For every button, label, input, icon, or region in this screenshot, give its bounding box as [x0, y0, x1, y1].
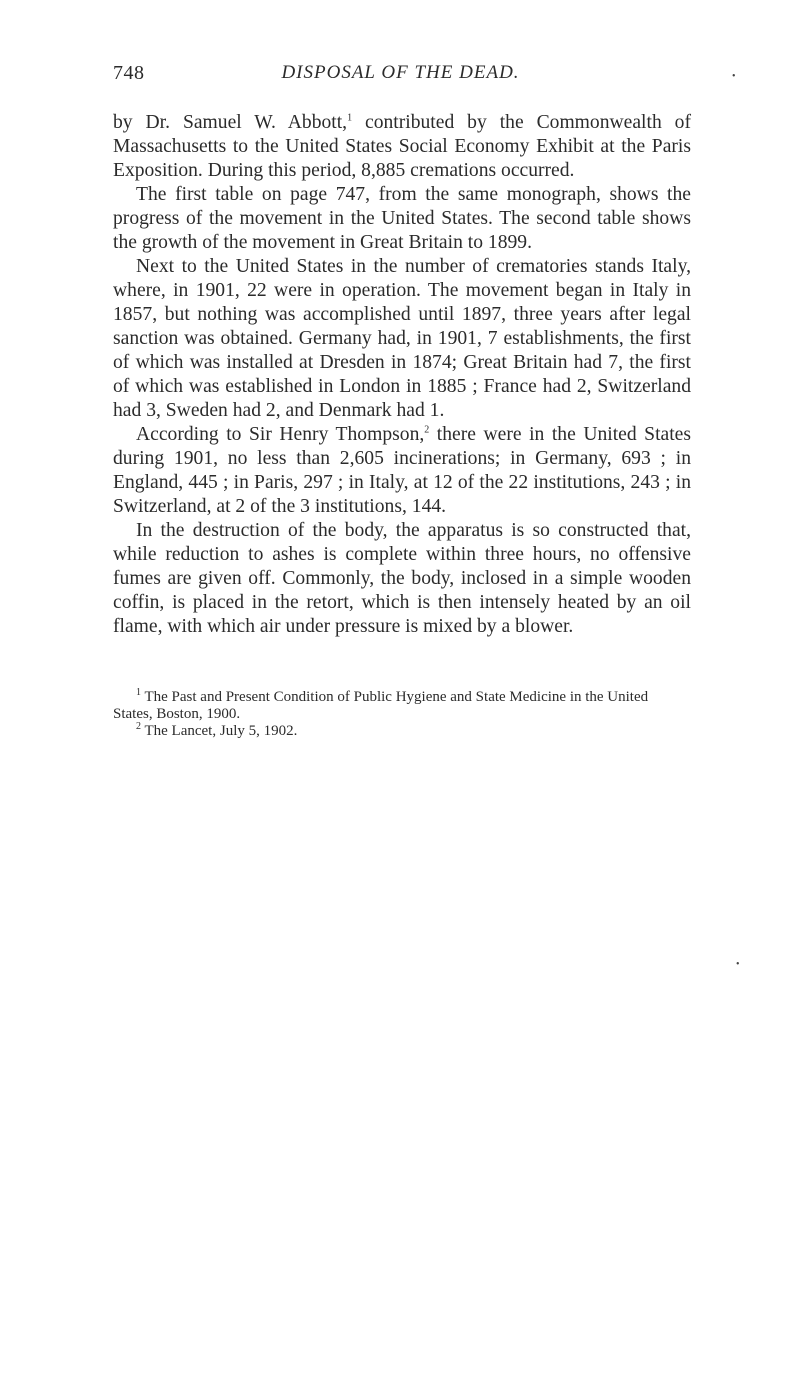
running-title: DISPOSAL OF THE DEAD.: [281, 62, 520, 83]
body-text: [113, 111, 691, 639]
stray-dot-bottom: •: [736, 959, 740, 970]
paragraph-continuation: [113, 111, 691, 183]
footnote-2: [113, 723, 691, 740]
footnote-ref-1: 1: [347, 112, 353, 124]
paragraph-text: by Dr. Samuel W. Abbott,: [113, 112, 348, 133]
page-number: 748: [113, 62, 145, 84]
footnote-marker: 1: [136, 687, 141, 698]
footnote-text: The Past and Present Condition of Public Hygiene and State Medicine in the United States, Boston, 1900.: [113, 689, 649, 722]
paragraph-tables: The first table on page 747, from the same monograph, shows the progress of the movement in the United States. The second table shows the growth of the movement in Great Britain to 1899.: [113, 184, 691, 253]
footnotes: [113, 689, 691, 740]
paragraph-text: contributed by the Commonwealth of Massachusetts to the United States Social Economy Exhibit at the Paris Exposition. During this period, 8,885 cremations occurred.: [113, 112, 691, 181]
stray-dot-top: •: [732, 71, 736, 82]
footnote-marker: 2: [136, 721, 141, 732]
paragraph-incinerations: [113, 423, 691, 519]
footnote-text: The Lancet, July 5, 1902.: [141, 723, 298, 739]
paragraph-europe: Next to the United States in the number of crematories stands Italy, where, in 1901, 22 were in operation. The movement began in Italy in 1857, but nothing was accomplished until 1897, three years after legal sanction was obtained. Germany had, in 1901, 7 establishments, the first of which was installed at Dresden in 1874; Great Britain had 7, the first of which was established in London in 1885 ; France had 2, Switzerland had 3, Sweden had 2, and Denmark had 1.: [113, 256, 691, 421]
running-head: [113, 62, 688, 92]
paragraph-text: there were in the United States during 1901, no less than 2,605 incinerations; in Germany, 693 ; in England, 445 ; in Paris, 297 ; in Italy, at 12 of the 22 institutions, 243 ; in Switzerland, at 2 of the 3 institutions, 144.: [113, 424, 691, 517]
footnote-ref-2: 2: [424, 424, 430, 436]
paragraph-text: According to Sir Henry Thompson,: [136, 424, 425, 445]
footnote-1: [113, 689, 691, 723]
paragraph-apparatus: In the destruction of the body, the apparatus is so constructed that, while reduction to ashes is complete within three hours, no offensive fumes are given off. Commonly, the body, inclosed in a simple wooden coffin, is placed in the retort, which is then intensely heated by an oil flame, with which air under pressure is mixed by a blower.: [113, 520, 691, 637]
